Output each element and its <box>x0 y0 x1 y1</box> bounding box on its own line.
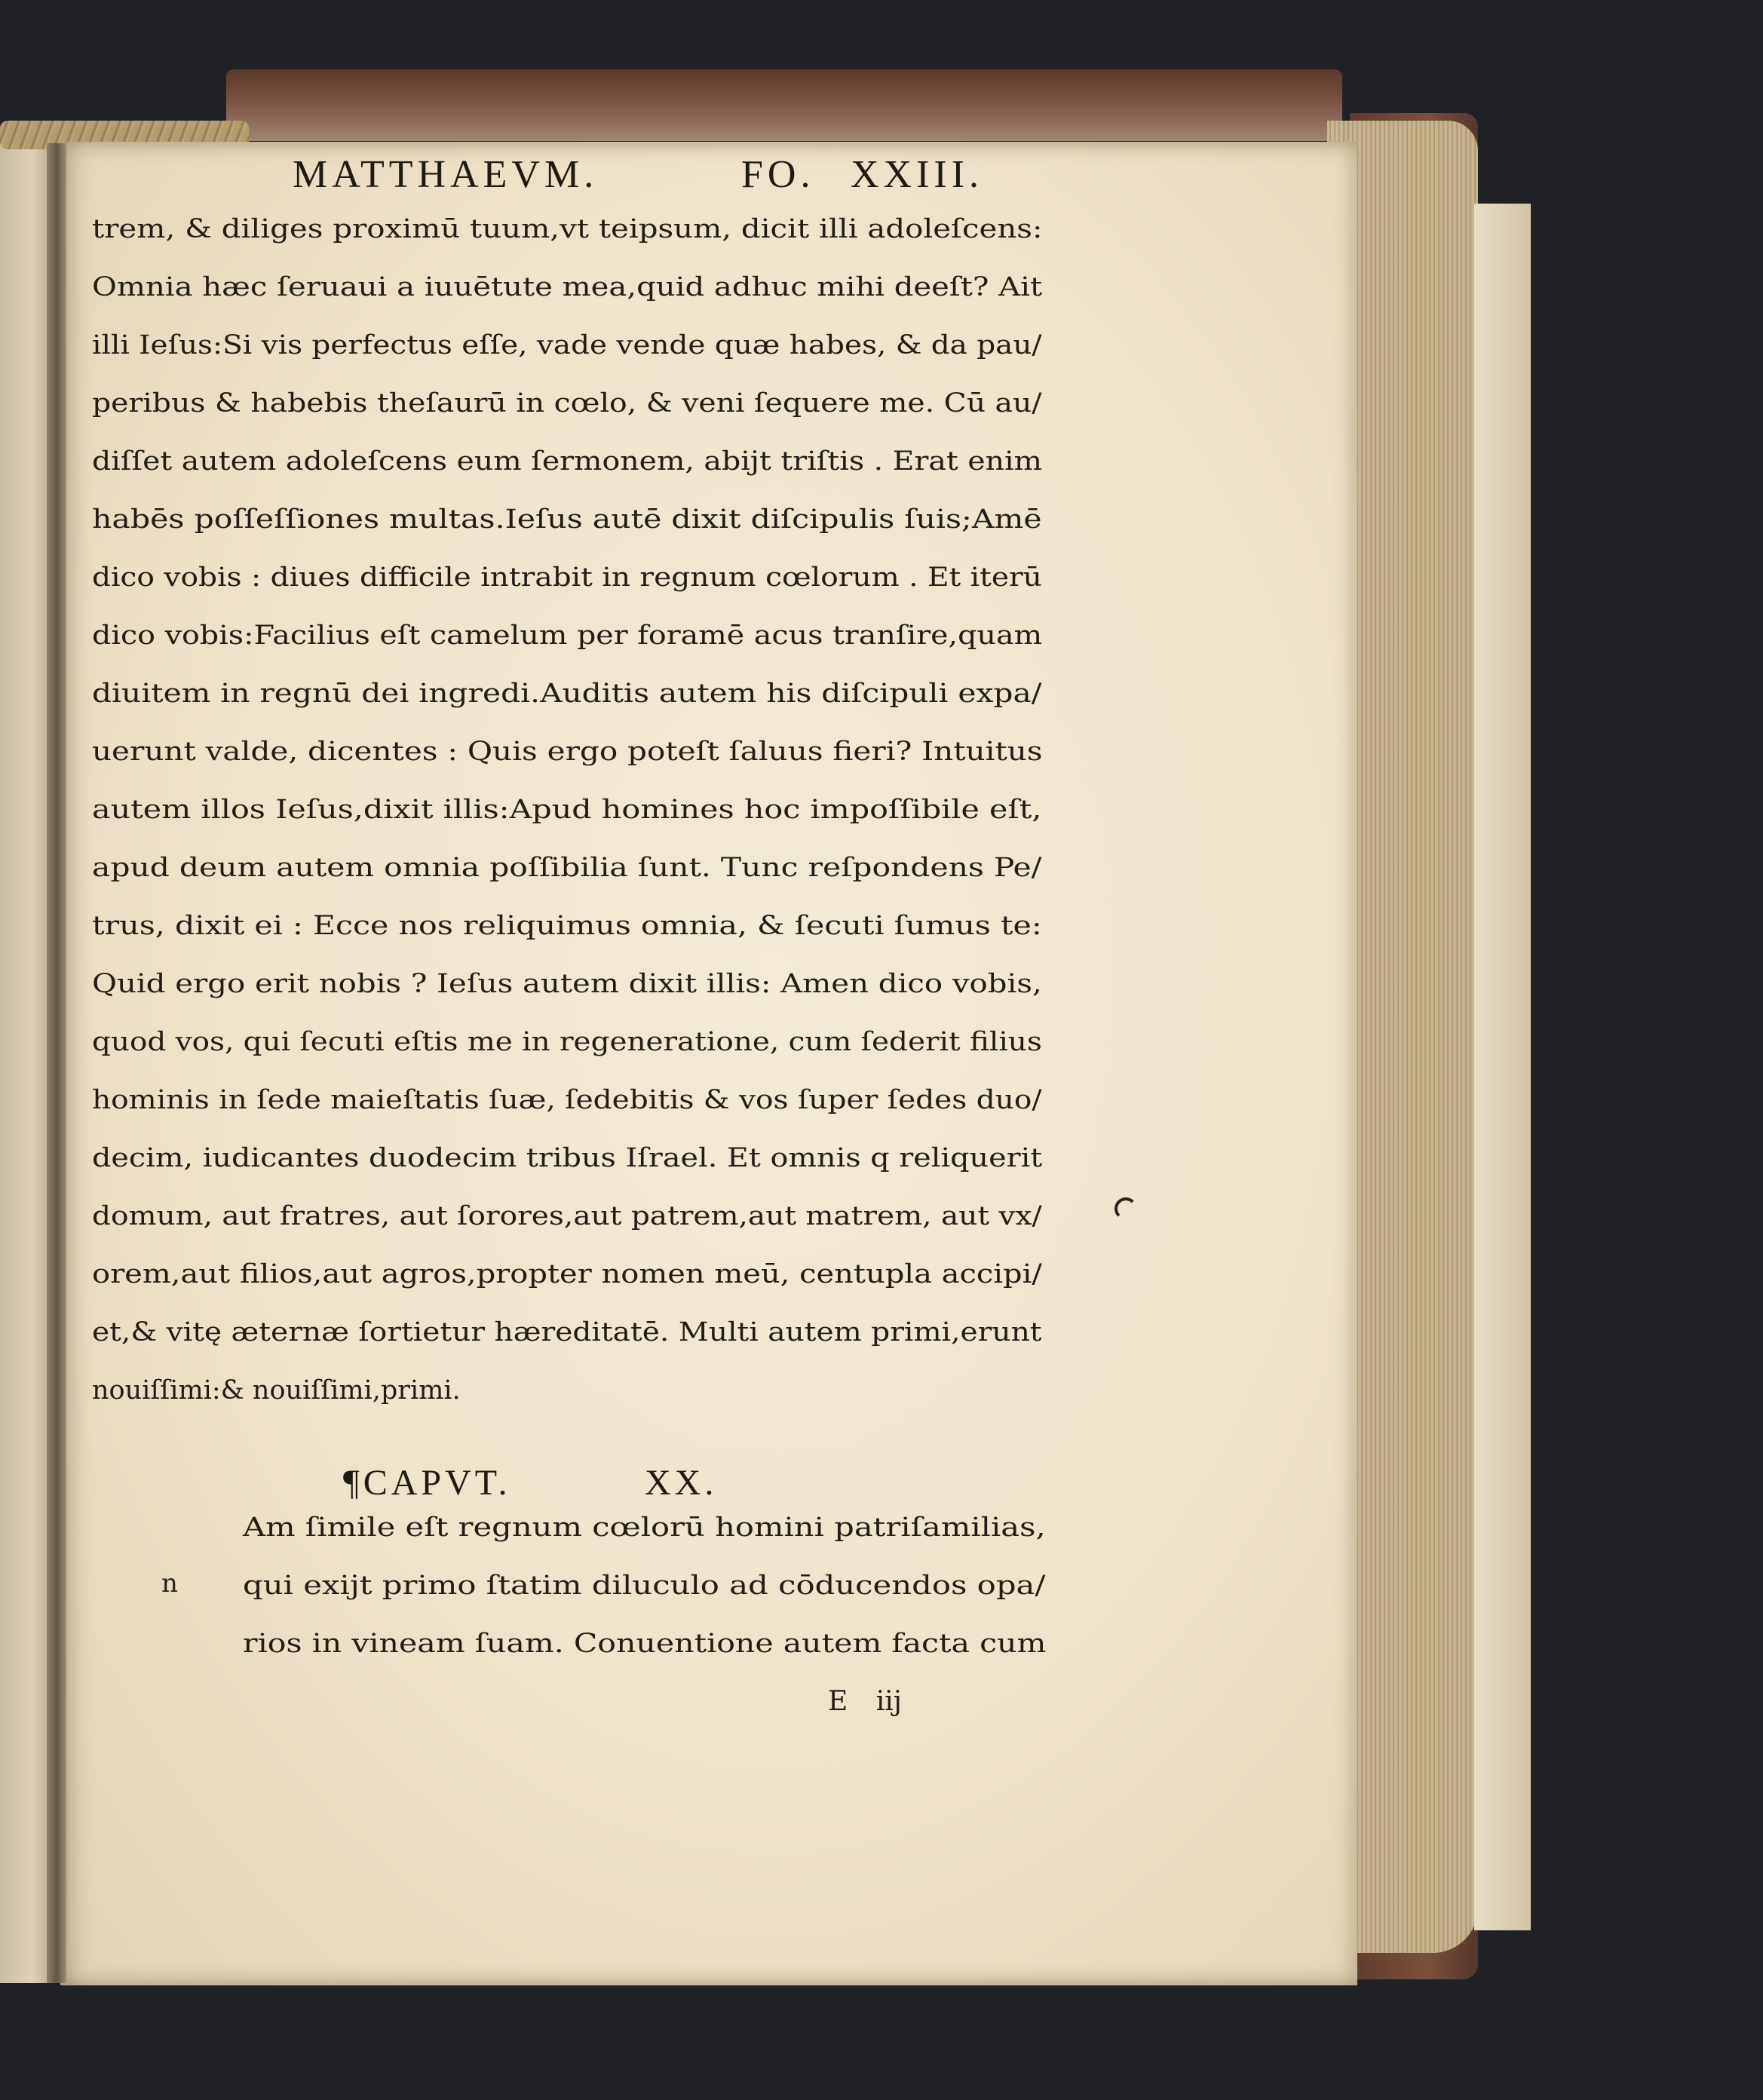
chapter-line: qui exijt primo ſtatim diluculo ad cōducendos opa/ <box>243 1571 1046 1601</box>
gutter <box>47 143 66 1983</box>
chapter-line: Am ſimile eſt regnum cœlorū homini patriſamilias, <box>243 1513 1046 1543</box>
chapter-heading-number: XX. <box>645 1463 718 1503</box>
body-line: dico vobis:Facilius eſt camelum per foramē acus tranſire,quam <box>92 621 1043 651</box>
body-line: domum, aut fratres, aut ſorores,aut patrem,aut matrem, aut vx/ <box>92 1201 1042 1231</box>
body-line: illi Ieſus:Si vis perfectus eſſe, vade vende quæ habes, & da pau/ <box>92 330 1042 360</box>
body-line: trus, dixit ei : Ecce nos reliquimus omnia, & ſecuti ſumus te: <box>92 911 1042 941</box>
body-line: nouiſſimi:& nouiſſimi,primi. <box>92 1375 461 1406</box>
signature-mark: E iij <box>828 1686 902 1717</box>
body-line: diſſet autem adoleſcens eum ſermonem, abijt triſtis . Erat enim <box>92 446 1043 477</box>
body-line: orem,aut filios,aut agros,propter nomen meū, centupla accipi/ <box>92 1259 1042 1289</box>
ink-mark <box>1115 1197 1137 1220</box>
loose-sheet <box>1474 204 1531 1930</box>
body-line: trem, & diliges proximū tuum,vt teipsum, dicit illi adoleſcens: <box>92 214 1043 244</box>
body-line: dico vobis : diues difficile intrabit in regnum cœlorum . Et iterū <box>92 563 1042 593</box>
running-head-title: MATTHAEVM. <box>293 153 599 196</box>
body-line: decim, iudicantes duodecim tribus Iſrael. Et omnis q reliquerit <box>92 1143 1043 1173</box>
body-line: et,& vitę æternæ ſortietur hæreditatē. Multi autem primi,erunt <box>92 1317 1042 1347</box>
body-line: habēs poſſeſſiones multas.Ieſus autē dixit diſcipulis ſuis;Amē <box>92 504 1042 535</box>
body-line: Quid ergo erit nobis ? Ieſus autem dixit illis: Amen dico vobis, <box>92 969 1042 999</box>
body-line: apud deum autem omnia poſſibilia ſunt. Tunc reſpondens Pe/ <box>92 853 1042 883</box>
body-line: peribus & habebis theſaurū in cœlo, & veni ſequere me. Cū au/ <box>92 388 1042 418</box>
running-head-folio-label: FO. <box>741 153 815 196</box>
body-line: autem illos Ieſus,dixit illis:Apud homines hoc impoſſibile eſt, <box>92 795 1042 825</box>
running-head <box>293 152 1026 205</box>
chapter-heading-label: ¶CAPVT. <box>343 1463 511 1503</box>
body-line: hominis in ſede maieſtatis ſuæ, ſedebitis & vos ſuper ſedes duo/ <box>92 1085 1042 1115</box>
body-line: Omnia hæc ſeruaui a iuuētute mea,quid adhuc mihi deeſt? Ait <box>92 272 1043 302</box>
body-line: quod vos, qui ſecuti eſtis me in regeneratione, cum ſederit filius <box>92 1027 1042 1057</box>
book-cover-top <box>226 69 1342 141</box>
left-page-edge <box>0 143 53 1983</box>
marginal-letter: n <box>161 1568 178 1599</box>
running-head-folio-number: XXIII. <box>851 153 984 196</box>
chapter-line: rios in vineam ſuam. Conuentione autem facta cum <box>243 1629 1047 1659</box>
body-line: diuitem in regnū dei ingredi.Auditis autem his diſcipuli expa/ <box>92 679 1042 709</box>
body-line: uerunt valde, dicentes : Quis ergo poteſt ſaluus fieri? Intuitus <box>92 737 1043 767</box>
